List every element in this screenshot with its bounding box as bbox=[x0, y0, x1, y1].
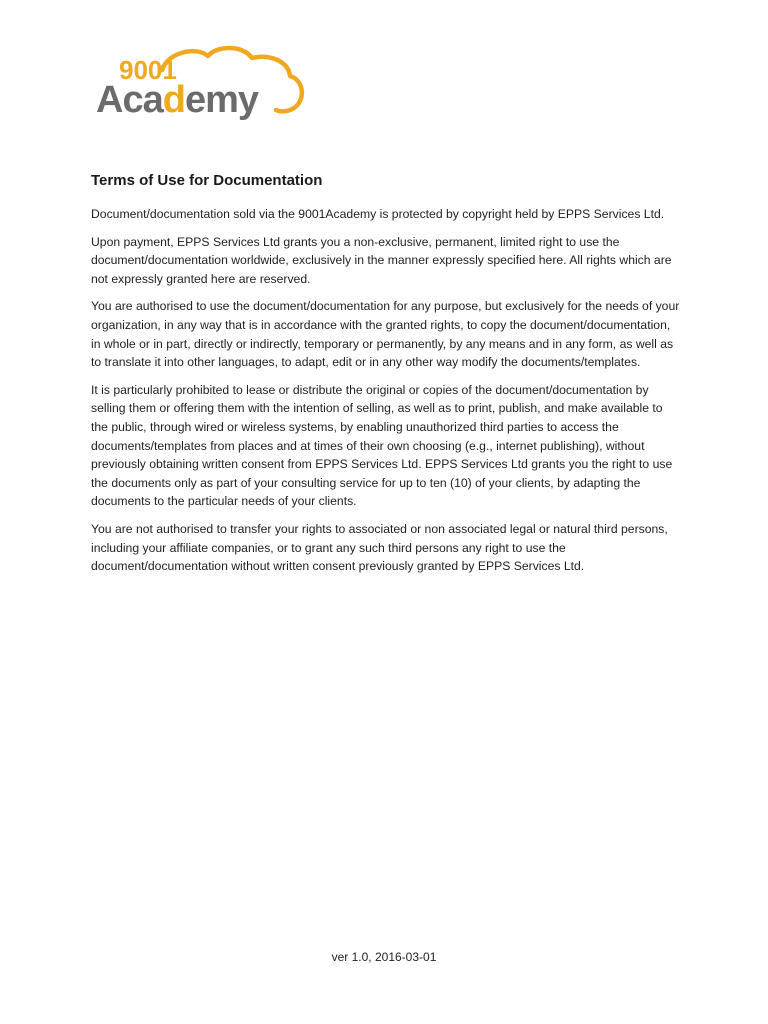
paragraph-prohibitions: It is particularly prohibited to lease or distribute the original or copies of the document/documentation by selling them or offering them with the intention of selling, as well as to print, publish, and make available to the public, through wired or wireless systems, by enabling unauthorized third parties to access the documents/templates from places and at times of their own choosing (e.g., internet publishing), without previously obtaining written consent from EPPS Services Ltd. EPPS Services Ltd grants you the right to use the documents only as part of your consulting service for up to ten (10) of your clients, by adapting the documents to the particular needs of your clients. bbox=[91, 382, 673, 509]
logo-number-text: 9001 bbox=[119, 55, 177, 85]
paragraph-copyright: Document/documentation sold via the 9001Academy is protected by copyright held by EPPS Services Ltd. bbox=[91, 207, 665, 221]
logo-graphic bbox=[92, 42, 312, 122]
logo-brand-prefix: Aca bbox=[96, 79, 163, 121]
logo-brand-suffix: emy bbox=[184, 79, 258, 121]
9001academy-logo bbox=[92, 42, 312, 122]
paragraph-grant: Upon payment, EPPS Services Ltd grants you a non-exclusive, permanent, limited right to use the document/documentation worldwide, exclusively in the manner expressly specified here. All rights which are not expressly granted here are reserved. bbox=[91, 234, 672, 286]
version-footer: ver 1.0, 2016-03-01 bbox=[331, 950, 437, 964]
paragraph-authorised-use: You are authorised to use the document/documentation for any purpose, but exclusively for the needs of your organization, in any way that is in accordance with the granted rights, to copy the document/documentation, in whole or in part, directly or indirectly, temporary or permanently, by any means and in any form, as well as to translate it into other languages, to adapt, edit or in any other way modify the documents/templates. bbox=[91, 299, 680, 370]
logo-brand-highlight: d bbox=[162, 79, 185, 121]
logo-brand-text bbox=[96, 79, 259, 121]
paragraph-transfer: You are not authorised to transfer your rights to associated or non associated legal or natural third persons, including your affiliate companies, or to grant any such third persons any right to use the document/documentation without written consent previously granted by EPPS Services Ltd. bbox=[91, 521, 668, 574]
document-title: Terms of Use for Documentation bbox=[91, 172, 323, 189]
document-body bbox=[91, 172, 681, 585]
